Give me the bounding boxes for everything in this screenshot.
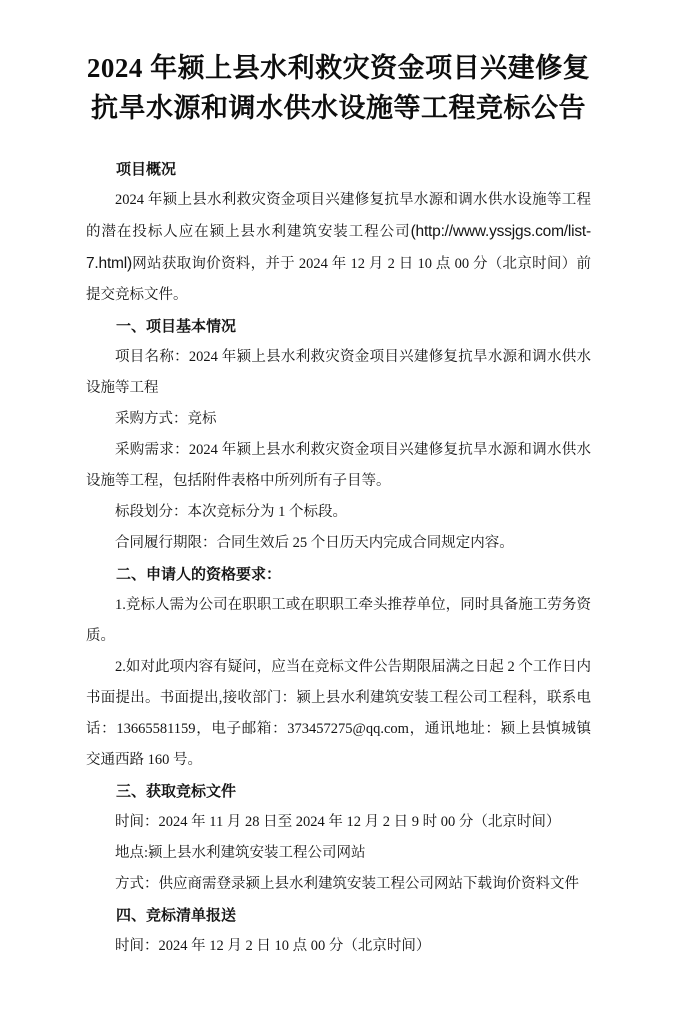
text-run: 2024 年颍上县水利救灾资金项目兴建修复抗旱水源和调水供水设施等工程的潜在投标人应在颍上县水利建筑安装工程公司 [86,192,591,240]
text-run: 项目概况 [116,161,177,178]
text-run: 采购方式：竞标 [115,411,217,427]
text-run: 方式：供应商需登录颍上县水利建筑安装工程公司网站下载询价资料文件 [115,876,579,892]
document-title-line-1: 2024 年颍上县水利救灾资金项目兴建修复 [86,53,591,83]
heading-section-3 [86,776,591,807]
paragraph-submit-time [86,931,591,962]
paragraph-qualification-2 [86,652,591,776]
text-run: 合同履行期限：合同生效后 25 个日历天内完成合同规定内容。 [115,535,514,551]
heading-project-overview [86,154,591,185]
paragraph-contract-period [86,528,591,559]
text-run: 时间：2024 年 12 月 2 日 10 点 00 分（北京时间） [115,938,431,954]
paragraph-procurement-method [86,404,591,435]
text-run: 一、项目基本情况 [116,318,237,335]
heading-section-1 [86,311,591,342]
text-run: 二、申请人的资格要求： [116,566,282,583]
paragraph-procurement-demand [86,435,591,497]
paragraph-obtain-time [86,807,591,838]
text-run: 三、获取竞标文件 [116,783,237,800]
paragraph-obtain-method [86,869,591,900]
document-title [86,48,591,128]
text-run: 地点:颍上县水利建筑安装工程公司网站 [115,845,366,861]
text-run: 2.如对此项内容有疑问，应当在竞标文件公告期限届满之日起 2 个工作日内书面提出。书面提出,接收部门：颍上县水利建筑安装工程公司工程科，联系电话：13665581159，电子邮箱：373457275@qq.com，通讯地址：颍上县慎城镇交通西路 160 号。 [86,659,591,768]
website-url-text: (http://www.yssjgs.com/list-7.html) [86,223,591,272]
text-run: 四、竞标清单报送 [116,907,237,924]
text-run: 采购需求：2024 年颍上县水利救灾资金项目兴建修复抗旱水源和调水供水设施等工程，包括附件表格中所列所有子目等。 [86,442,591,489]
paragraph-obtain-place [86,838,591,869]
text-run: 标段划分：本次竞标分为 1 个标段。 [115,504,347,520]
heading-section-4 [86,900,591,931]
document-title-line-2: 抗旱水源和调水供水设施等工程竞标公告 [91,93,586,123]
text-run: 1.竞标人需为公司在职职工或在职职工牵头推荐单位，同时具备施工劳务资质。 [86,597,591,644]
text-run: 项目名称：2024 年颍上县水利救灾资金项目兴建修复抗旱水源和调水供水设施等工程 [86,349,591,396]
document-body [86,154,591,962]
paragraph-project-name [86,342,591,404]
paragraph-qualification-1 [86,590,591,652]
paragraph-overview [86,185,591,311]
text-run: 时间：2024 年 11 月 28 日至 2024 年 12 月 2 日 9 时 00 分（北京时间） [115,814,561,830]
heading-section-2 [86,559,591,590]
text-run: 网站获取询价资料，并于 2024 年 12 月 2 日 10 点 00 分（北京时间）前提交竞标文件。 [86,256,591,303]
paragraph-bid-sections [86,497,591,528]
